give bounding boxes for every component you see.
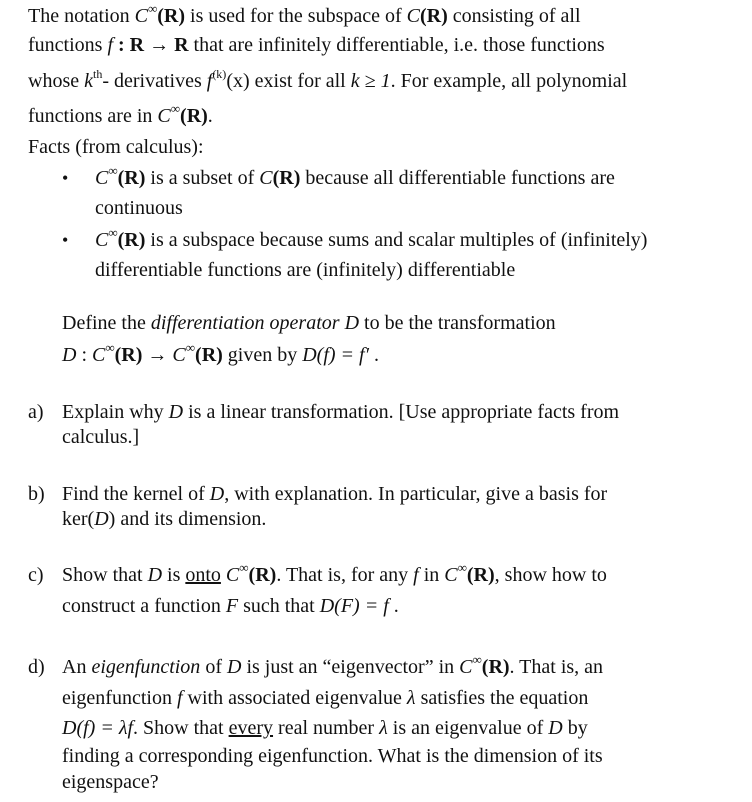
math-lambda: λ <box>379 717 388 739</box>
math-f: f <box>413 564 419 586</box>
math-f: f <box>107 34 113 56</box>
math-C: C <box>459 656 473 678</box>
math-R: (R) <box>180 105 208 127</box>
text: functions <box>28 34 108 56</box>
text: given by <box>222 344 303 366</box>
bullet-icon: • <box>62 230 69 250</box>
text: is <box>162 564 186 586</box>
text: ker( <box>62 508 95 530</box>
term-eigenfunction: eigenfunction <box>91 656 201 678</box>
question-a-label: a) <box>28 401 44 423</box>
question-c-line-1 <box>62 560 607 587</box>
infinity-symbol: ∞ <box>170 101 181 116</box>
math-x: (x) <box>226 70 250 92</box>
text: is a subset of <box>145 167 260 189</box>
text: is a subspace because sums and scalar multiples of (infinitely) <box>145 229 648 251</box>
text: is used for the subspace of <box>185 5 407 27</box>
infinity-symbol: ∞ <box>108 225 118 240</box>
question-d-line-1 <box>62 652 604 679</box>
underlined-onto: onto <box>185 564 221 586</box>
text: consisting of all <box>447 5 581 27</box>
text: : <box>76 344 93 366</box>
math-lambda: λ <box>406 687 416 709</box>
math-f: f <box>176 687 183 709</box>
math-R: (R) <box>117 229 146 251</box>
math-C: C <box>172 344 186 366</box>
text: An <box>62 656 92 678</box>
text: → <box>142 344 173 366</box>
math-C: C <box>444 564 458 586</box>
math-k-ge-1: k ≥ 1 <box>350 70 391 92</box>
math-equation: D(f) = f′ <box>302 344 369 366</box>
infinity-symbol: ∞ <box>185 340 196 355</box>
text: . <box>388 595 399 617</box>
bullet-icon: • <box>62 168 69 188</box>
superscript-k: (k) <box>212 67 227 81</box>
text: eigenfunction <box>62 687 177 709</box>
math-C: C <box>259 167 273 189</box>
math-F: F <box>225 595 239 617</box>
math-C: C <box>92 344 106 366</box>
text: satisfies the equation <box>415 687 589 709</box>
text: Define the <box>62 312 151 334</box>
question-d-line-5: eigenspace? <box>62 771 159 793</box>
intro-line-4 <box>28 101 213 128</box>
math-D: D <box>168 401 184 423</box>
math-R: (R) <box>466 564 495 586</box>
math-R: (R) <box>117 167 146 189</box>
math-k: k <box>84 70 93 92</box>
infinity-symbol: ∞ <box>239 560 249 575</box>
text: because all differentiable functions are <box>300 167 615 189</box>
intro-line-2 <box>28 33 605 57</box>
underlined-every: every <box>228 717 274 739</box>
intro-line-1 <box>28 1 581 28</box>
question-a-line-2: calculus.] <box>62 426 140 448</box>
question-b-line-2 <box>62 507 266 531</box>
text: The notation <box>28 5 135 27</box>
question-b-line-1 <box>62 482 607 506</box>
text: by <box>562 717 588 739</box>
term-differentiation-operator: differentiation operator <box>150 312 340 334</box>
text: , with explanation. In particular, give a basis for <box>224 483 608 505</box>
text: , show how to <box>494 564 607 586</box>
text: in <box>418 564 445 586</box>
text: is just an “eigenvector” in <box>241 656 460 678</box>
text: with associated eigenvalue <box>182 687 407 709</box>
math-C: C <box>157 105 171 127</box>
infinity-symbol: ∞ <box>105 340 115 355</box>
math-D: D <box>339 312 360 334</box>
text: exist for all <box>249 70 351 92</box>
math-R: (R) <box>157 5 186 27</box>
text: . <box>368 344 379 366</box>
math-D: D <box>209 483 225 505</box>
text: functions are in <box>28 105 158 127</box>
question-d-line-3 <box>62 716 588 740</box>
math-D: D <box>62 344 77 366</box>
math-C: C <box>95 229 109 251</box>
text: . That is, for any <box>276 564 414 586</box>
infinity-symbol: ∞ <box>472 652 482 667</box>
question-d-line-2 <box>62 686 588 710</box>
text: . That is, an <box>509 656 604 678</box>
question-d-line-4: finding a corresponding eigenfunction. What is the dimension of its <box>62 745 603 767</box>
text: real number <box>273 717 380 739</box>
define-line-2 <box>62 340 379 367</box>
facts-heading: Facts (from calculus): <box>28 136 204 158</box>
text: Show that <box>62 564 148 586</box>
text: to be the transformation <box>359 312 556 334</box>
text: . Show that <box>133 717 229 739</box>
math-D: D <box>548 717 563 739</box>
math-equation: D(f) = λf <box>62 717 134 739</box>
question-d-label: d) <box>28 656 45 678</box>
text: ) and its dimension. <box>108 508 267 530</box>
math-C: C <box>134 5 148 27</box>
math-map: : R → R <box>113 34 189 56</box>
math-equation: D(F) = f <box>319 595 389 617</box>
text: . For example, all polynomial <box>390 70 628 92</box>
math-R: (R) <box>481 656 510 678</box>
text: construct a function <box>62 595 226 617</box>
infinity-symbol: ∞ <box>147 1 158 16</box>
text: is a linear transformation. [Use appropriate facts from <box>183 401 620 423</box>
math-C: C <box>406 5 420 27</box>
math-D: D <box>94 508 109 530</box>
text: Find the kernel of <box>62 483 210 505</box>
math-R: (R) <box>195 344 223 366</box>
infinity-symbol: ∞ <box>457 560 467 575</box>
question-b-label: b) <box>28 483 45 505</box>
question-c-label: c) <box>28 564 44 586</box>
fact-2-line-1 <box>95 225 648 252</box>
math-R: (R) <box>272 167 301 189</box>
question-c-line-2 <box>62 594 399 618</box>
math-C: C <box>95 167 109 189</box>
math-D: D <box>226 656 242 678</box>
math-R: (R) <box>420 5 448 27</box>
fact-1-line-2: continuous <box>95 197 183 219</box>
math-R: (R) <box>114 344 143 366</box>
text: Explain why <box>62 401 169 423</box>
text: whose <box>28 70 85 92</box>
math-f: f <box>206 70 213 92</box>
text: - derivatives <box>102 70 207 92</box>
define-line-1 <box>62 311 556 335</box>
text: . <box>207 105 213 127</box>
infinity-symbol: ∞ <box>108 163 118 178</box>
math-C: C <box>225 564 240 586</box>
superscript-th: th <box>93 67 103 81</box>
text: of <box>200 656 227 678</box>
math-D: D <box>147 564 163 586</box>
text: is an eigenvalue of <box>387 717 549 739</box>
fact-2-line-2: differentiable functions are (infinitely) differentiable <box>95 259 516 281</box>
fact-1-line-1 <box>95 163 615 190</box>
question-a-line-1 <box>62 400 619 424</box>
text: such that <box>238 595 320 617</box>
math-R: (R) <box>248 564 277 586</box>
text: that are infinitely differentiable, i.e. those functions <box>188 34 605 56</box>
intro-line-3 <box>28 69 627 93</box>
